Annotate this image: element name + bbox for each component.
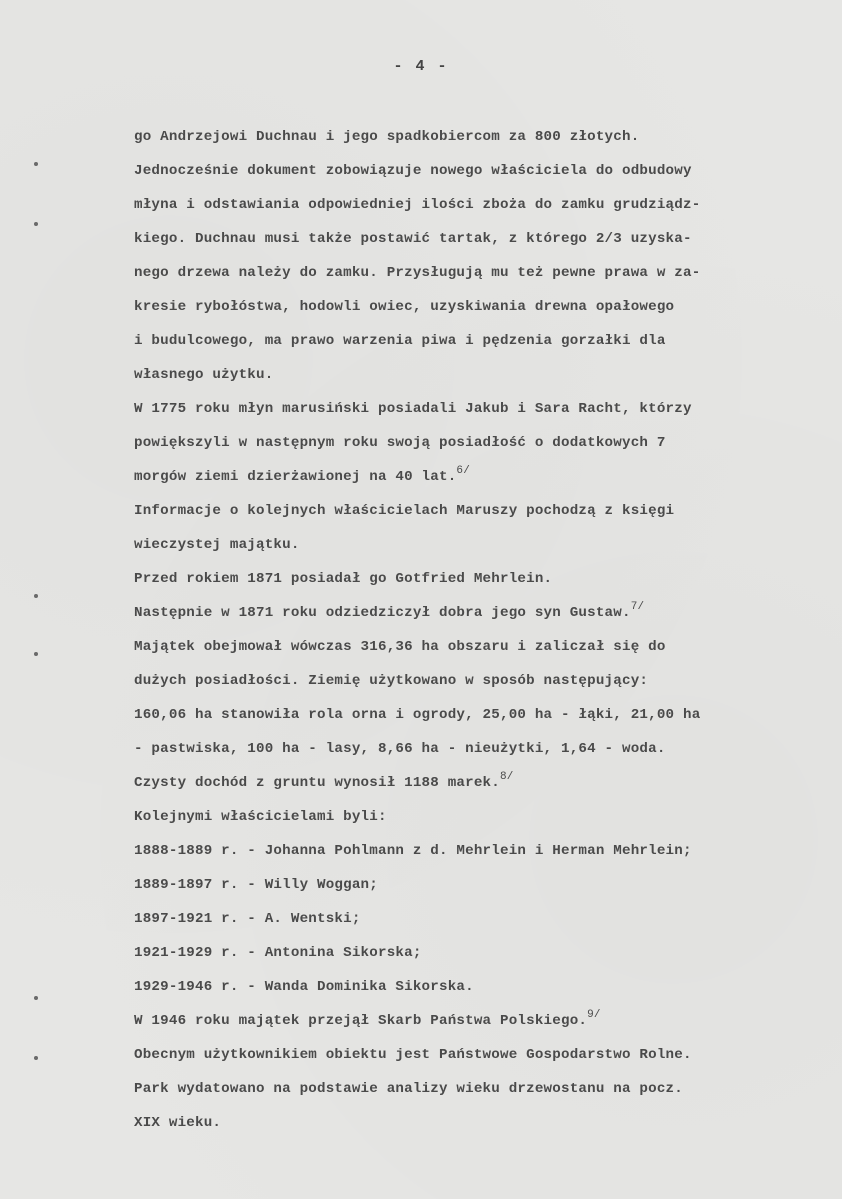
footnote-ref: 8/ [499,771,514,783]
text-line: Następnie w 1871 roku odziedziczył dobra jego syn Gustaw.$^{7/}$ [134,601,645,621]
owner-entry: 1897-1921 r. - A. Wentski; [134,911,361,927]
text-line: Czysty dochód z gruntu wynosił 1188 marek.$^{8/}$ [134,771,514,791]
text-line: Kolejnymi właścicielami byli: [134,809,387,825]
text-line: kresie rybołóstwa, hodowli owiec, uzyskiwania drewna opałowego [134,299,675,315]
text-line: W 1946 roku majątek przejął Skarb Państwa Polskiego.$^{9/}$ [134,1009,601,1029]
owner-entry: 1921-1929 r. - Antonina Sikorska; [134,945,422,961]
text-line: młyna i odstawiania odpowiedniej ilości zboża do zamku grudziądz- [134,197,701,213]
owner-entry: 1889-1897 r. - Willy Woggan; [134,877,378,893]
footnote-ref: 9/ [587,1009,601,1021]
punch-hole-mark [34,222,38,226]
text-line: własnego użytku. [134,367,274,383]
text-line: Majątek obejmował wówczas 316,36 ha obszaru i zaliczał się do [134,639,666,655]
punch-hole-mark [34,1056,38,1060]
text-line: go Andrzejowi Duchnau i jego spadkobiercom za 800 złotych. [134,129,640,145]
punch-hole-mark [34,594,38,598]
text-line: W 1775 roku młyn marusiński posiadali Jakub i Sara Racht, którzy [134,401,692,417]
text-line: Park wydatowano na podstawie analizy wieku drzewostanu na pocz. [134,1081,683,1097]
text-line: morgów ziemi dzierżawionej na 40 lat.$^{6/}$ [134,465,471,485]
text-line: Jednocześnie dokument zobowiązuje nowego właściciela do odbudowy [134,163,692,179]
document-body [134,120,824,1140]
footnote-ref: 7/ [630,601,645,613]
text-line: 160,06 ha stanowiła rola orna i ogrody, 25,00 ha - łąki, 21,00 ha [134,707,701,723]
owner-entry: 1888-1889 r. - Johanna Pohlmann z d. Mehrlein i Herman Mehrlein; [134,843,692,859]
text-line: powiększyli w następnym roku swoją posiadłość o dodatkowych 7 [134,435,666,451]
text-line: wieczystej majątku. [134,537,300,553]
text-line: Obecnym użytkownikiem obiektu jest Państwowe Gospodarstwo Rolne. [134,1047,692,1063]
punch-hole-mark [34,652,38,656]
page-number: - 4 - [393,58,449,75]
text-line: - pastwiska, 100 ha - lasy, 8,66 ha - nieużytki, 1,64 - woda. [134,741,666,757]
text-line: i budulcowego, ma prawo warzenia piwa i pędzenia gorzałki dla [134,333,666,349]
footnote-ref: 6/ [456,465,471,477]
text-line: nego drzewa należy do zamku. Przysługują mu też pewne prawa w za- [134,265,701,281]
text-line: dużych posiadłości. Ziemię użytkowano w sposób następujący: [134,673,649,689]
punch-hole-mark [34,996,38,1000]
owner-entry: 1929-1946 r. - Wanda Dominika Sikorska. [134,979,474,995]
text-line: XIX wieku. [134,1115,222,1131]
text-line: Przed rokiem 1871 posiadał go Gotfried Mehrlein. [134,571,553,587]
punch-hole-mark [34,162,38,166]
text-line: kiego. Duchnau musi także postawić tartak, z którego 2/3 uzyska- [134,231,692,247]
text-line: Informacje o kolejnych właścicielach Maruszy pochodzą z księgi [134,503,675,519]
